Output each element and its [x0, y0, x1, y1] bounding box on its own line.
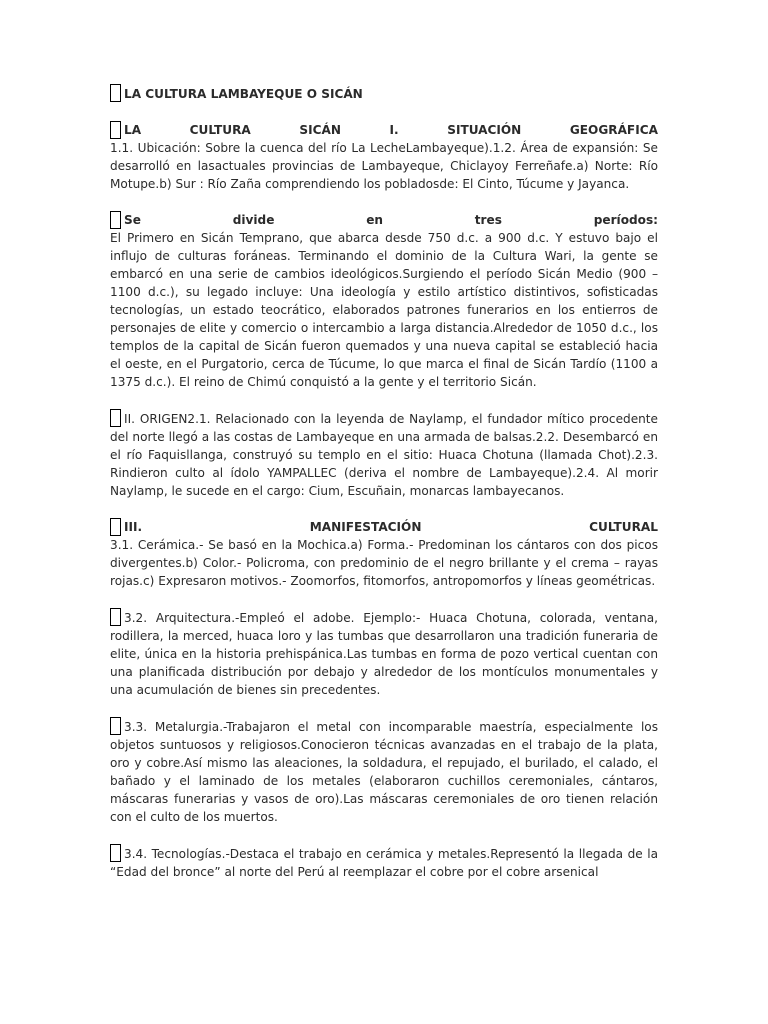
section-paragraph	[110, 608, 658, 699]
missing-glyph-box-icon	[110, 84, 121, 102]
heading-word: MANIFESTACIÓN	[309, 520, 422, 534]
heading-word: en	[366, 213, 383, 227]
document-title-line	[110, 84, 658, 103]
section-paragraph: 1.1. Ubicación: Sobre la cuenca del río La LecheLambayeque).1.2. Área de expansión: Se desarrolló en lasactuales provincias de Lambayeque, Chiclayoy Ferreñafe.a) Norte: Río Motupe.b) Sur : Río Zaña comprendiendo los pobladosde: El Cinto, Túcume y Jayanca.	[110, 141, 658, 191]
document-title: LA CULTURA LAMBAYEQUE O SICÁN	[124, 87, 363, 101]
section-heading	[110, 518, 658, 536]
missing-glyph-box-icon	[110, 211, 121, 229]
section-arquitectura	[110, 608, 658, 699]
heading-word: divide	[232, 213, 275, 227]
section-paragraph: El Primero en Sicán Temprano, que abarca desde 750 d.c. a 900 d.c. Y estuvo bajo el influjo de culturas foráneas. Terminando el dominio de la Cultura Wari, la gente se embarcó en una serie de cambios ideológicos.Surgiendo el período Sicán Medio (900 – 1100 d.c.), su legado incluye: Una ideología y estilo artístico distintivos, sofisticadas tecnologías, un estado teocrático, elaborados patrones funerarios en los entierros de personajes de elite y comercio o intercambio a larga distancia.Alrededor de 1050 d.c., los templos de la capital de Sicán fueron quemados y una nueva capital se estableció hacia el oeste, en el Purgatorio, cerca de Túcume, lo que marca el final de Sicán Tardío (1100 a 1375 d.c.). El reino de Chimú conquistó a la gente y el territorio Sicán.	[110, 231, 658, 389]
missing-glyph-box-icon	[110, 518, 121, 536]
missing-glyph-box-icon	[110, 608, 121, 626]
section-situacion-geografica	[110, 121, 658, 193]
heading-word: CULTURAL	[589, 520, 658, 534]
heading-word: SICÁN	[299, 123, 341, 137]
heading-word: tres	[474, 213, 502, 227]
section-paragraph	[110, 717, 658, 826]
section-heading	[110, 211, 658, 229]
document-page	[110, 84, 658, 899]
heading-word: CULTURA	[189, 123, 251, 137]
missing-glyph-box-icon	[110, 409, 121, 427]
section-paragraph	[110, 844, 658, 881]
section-text: 3.2. Arquitectura.-Empleó el adobe. Ejemplo:- Huaca Chotuna, colorada, ventana, rodillera, la merced, huaca loro y las tumbas que desarrollaron una tradición funeraria de elite, única en la historia prehispánica.Las tumbas en forma de pozo vertical cuentan con una planificada distribución por debajo y alrededor de los montículos monumentales y una acumulación de bienes sin precedentes.	[110, 611, 658, 697]
section-manifestacion-cultural	[110, 518, 658, 590]
section-origen	[110, 409, 658, 500]
section-paragraph	[110, 409, 658, 500]
missing-glyph-box-icon	[110, 844, 121, 862]
section-tecnologias	[110, 844, 658, 881]
document-title-block	[110, 84, 658, 103]
heading-word-group	[110, 518, 142, 536]
section-paragraph: 3.1. Cerámica.- Se basó en la Mochica.a) Forma.- Predominan los cántaros con dos picos divergentes.b) Color.- Policroma, con predominio de el negro brillante y el crema – rayas rojas.c) Expresaron motivos.- Zoomorfos, fitomorfos, antropomorfos y líneas geométricas.	[110, 538, 658, 588]
section-text: II. ORIGEN2.1. Relacionado con la leyenda de Naylamp, el fundador mítico procedente del norte llegó a las costas de Lambayeque en una armada de balsas.2.2. Desembarcó en el río Faquisllanga, construyó su templo en el sitio: Huaca Chotuna (llamada Chot).2.3. Rindieron culto al ídolo YAMPALLEC (deriva el nombre de Lambayeque).2.4. Al morir Naylamp, le sucede en el cargo: Cium, Escuñain, monarcas lambayecanos.	[110, 412, 658, 498]
heading-word: Se	[124, 213, 141, 227]
section-periodos	[110, 211, 658, 391]
missing-glyph-box-icon	[110, 717, 121, 735]
section-text: 3.3. Metalurgia.-Trabajaron el metal con incomparable maestría, especialmente los objetos suntuosos y religiosos.Conocieron técnicas avanzadas en el trabajo de la plata, oro y cobre.Así mismo las aleaciones, la soldadura, el repujado, el burilado, el calado, el bañado y el laminado de los metales (elaboraron cuchillos ceremoniales, cántaros, máscaras funerarias y vasos de oro).Las máscaras ceremoniales de oro tienen relación con el culto de los muertos.	[110, 720, 658, 824]
section-text: 3.4. Tecnologías.-Destaca el trabajo en cerámica y metales.Representó la llegada de la “Edad del bronce” al norte del Perú al reemplazar el cobre por el cobre arsenical	[110, 847, 658, 879]
section-metalurgia	[110, 717, 658, 826]
heading-word: I.	[389, 123, 399, 137]
heading-word-group	[110, 211, 141, 229]
heading-word: LA	[124, 123, 142, 137]
heading-word: GEOGRÁFICA	[569, 123, 658, 137]
heading-word: períodos:	[593, 213, 658, 227]
heading-word: SITUACIÓN	[447, 123, 522, 137]
heading-word-group	[110, 121, 141, 139]
heading-word: III.	[124, 520, 143, 534]
section-heading	[110, 121, 658, 139]
missing-glyph-box-icon	[110, 121, 121, 139]
